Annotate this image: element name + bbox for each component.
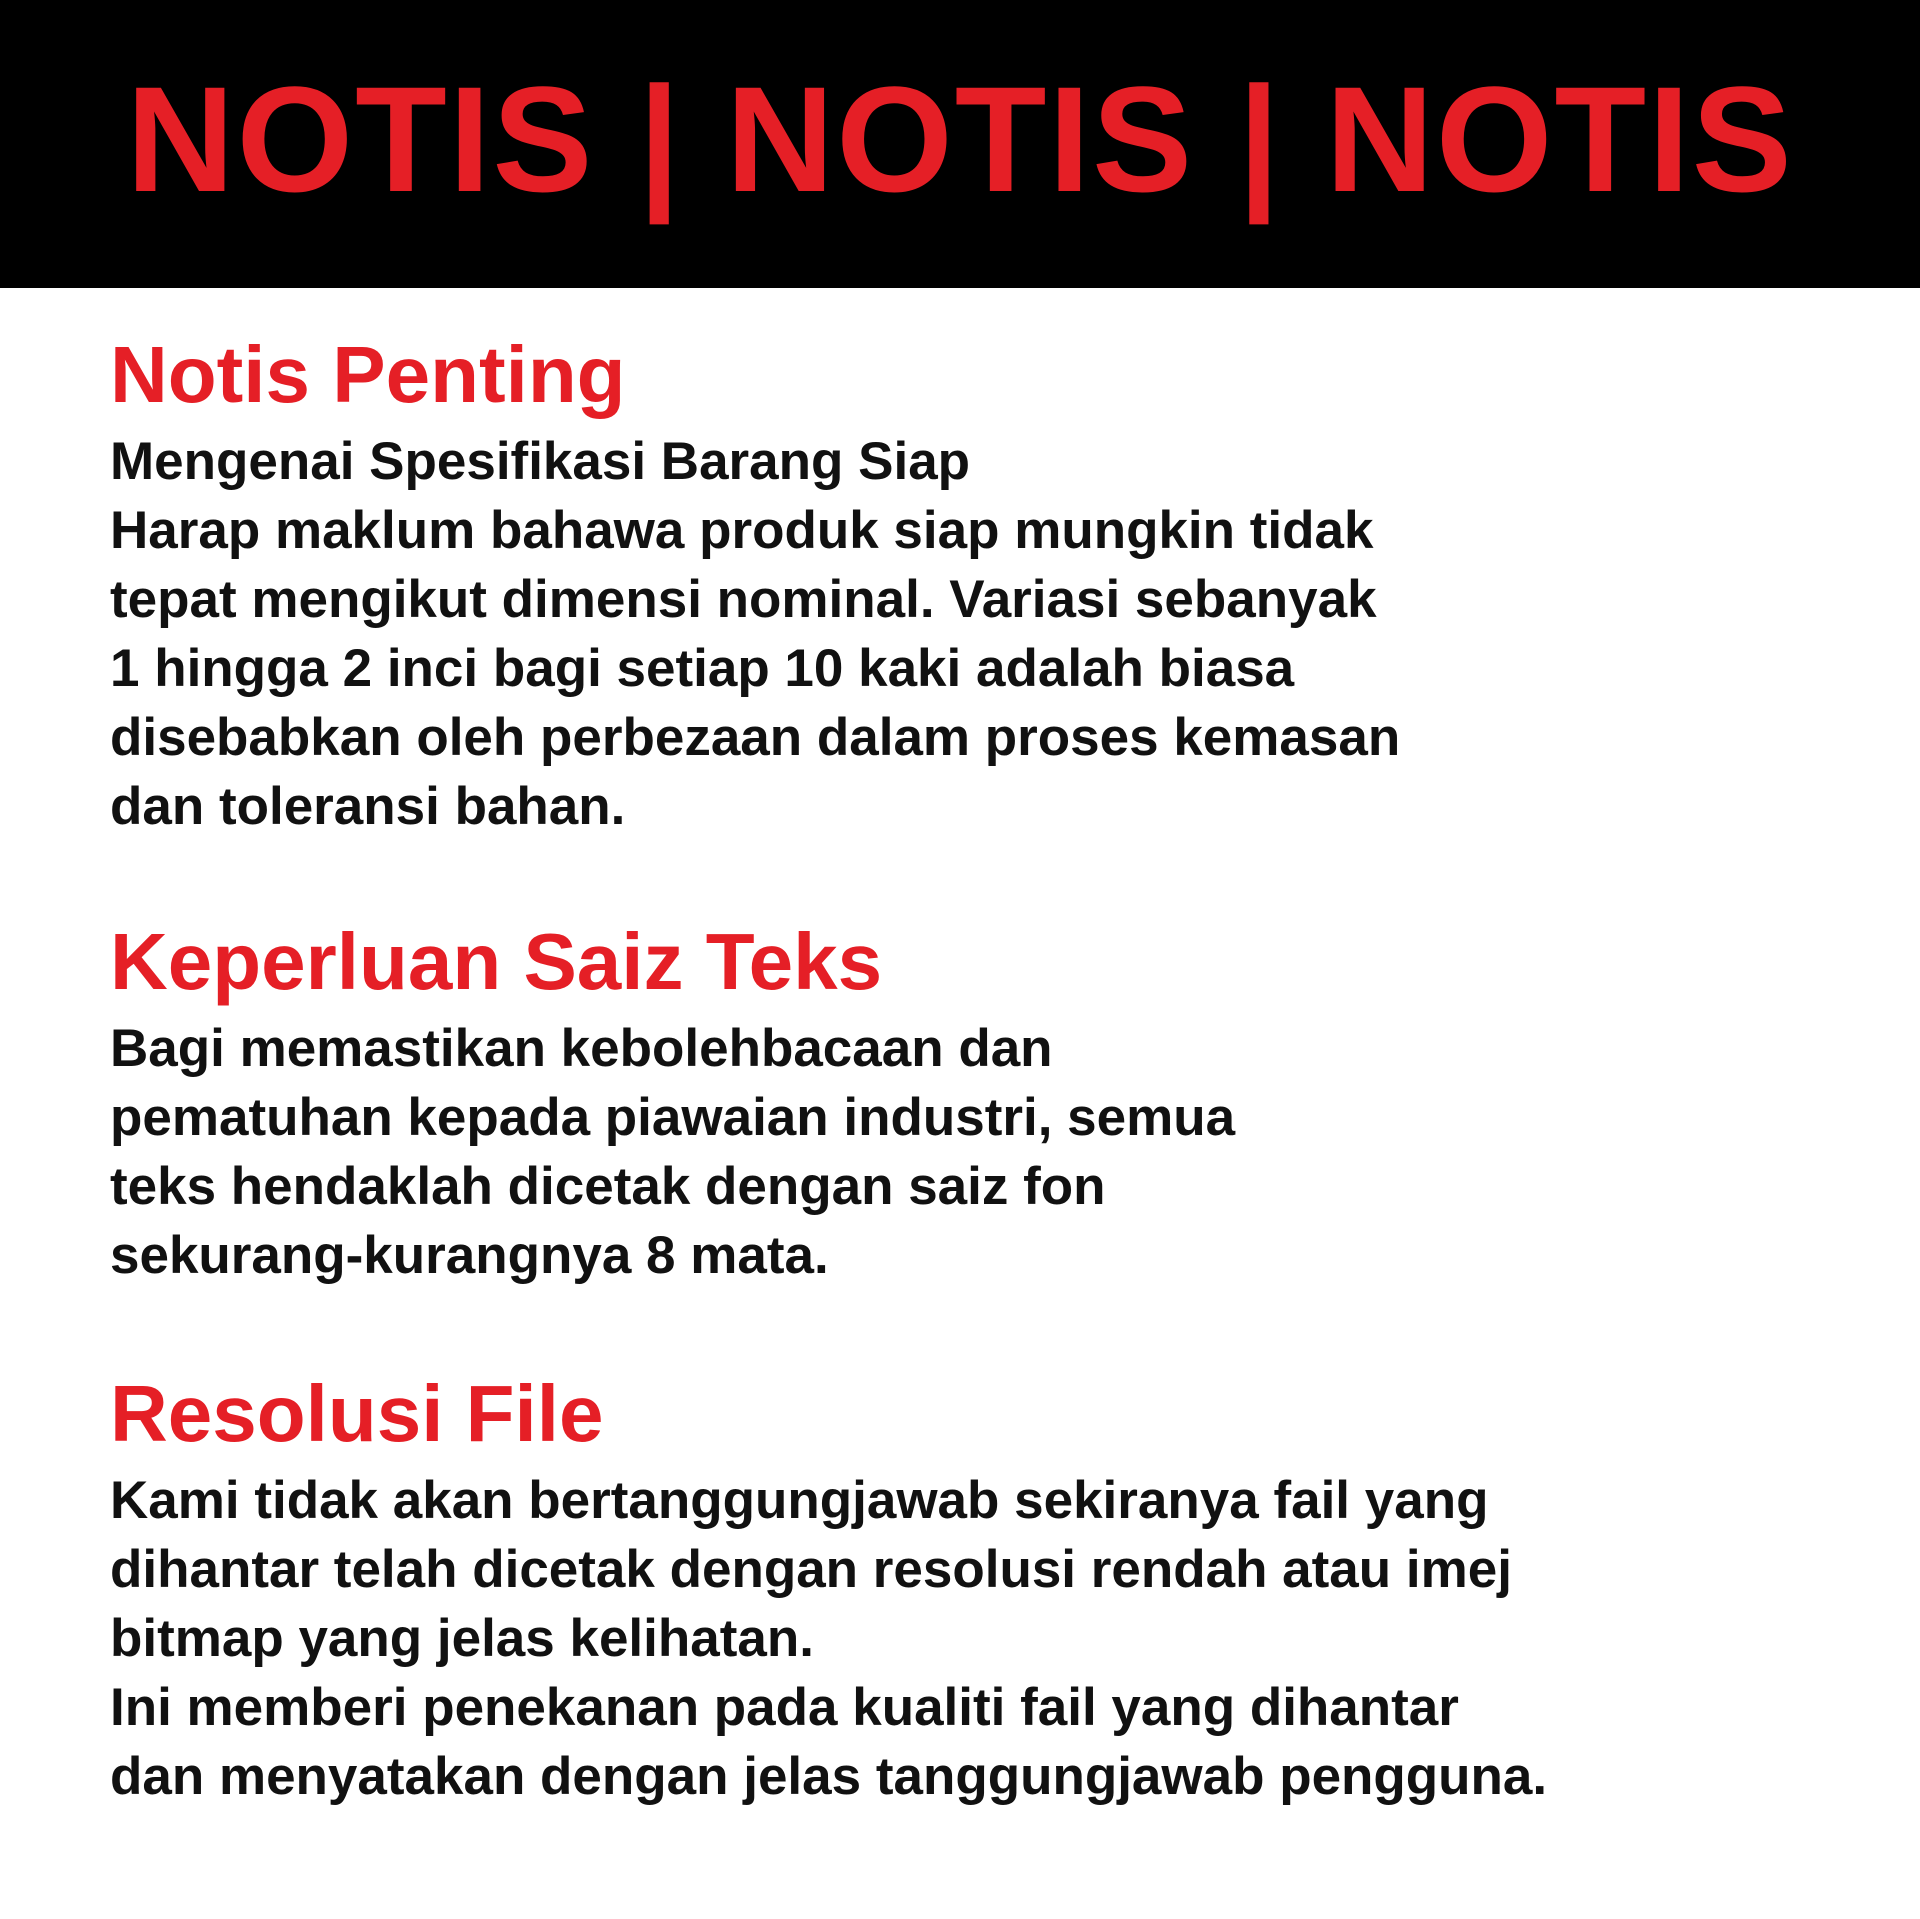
section-heading: Resolusi File xyxy=(110,1369,604,1458)
notice-banner xyxy=(0,0,1920,288)
body-line: pematuhan kepada piawaian industri, semua xyxy=(110,1088,1236,1147)
body-line: Ini memberi penekanan pada kualiti fail yang dihantar xyxy=(110,1678,1459,1737)
body-line: tepat mengikut dimensi nominal. Variasi sebanyak xyxy=(110,570,1377,629)
section-notis-penting xyxy=(110,330,1870,841)
body-line: Mengenai Spesifikasi Barang Siap xyxy=(110,432,971,491)
section-keperluan-saiz-teks xyxy=(110,917,1870,1290)
body-line: dihantar telah dicetak dengan resolusi rendah atau imej xyxy=(110,1540,1512,1599)
section-body xyxy=(110,427,1870,841)
body-line: dan menyatakan dengan jelas tanggungjawab pengguna. xyxy=(110,1747,1548,1806)
body-line: dan toleransi bahan. xyxy=(110,777,626,836)
body-line: sekurang-kurangnya 8 mata. xyxy=(110,1226,829,1285)
section-resolusi-file xyxy=(110,1369,1870,1811)
body-line: Harap maklum bahawa produk siap mungkin tidak xyxy=(110,501,1374,560)
body-line: bitmap yang jelas kelihatan. xyxy=(110,1609,814,1668)
section-heading: Keperluan Saiz Teks xyxy=(110,917,883,1006)
body-line: 1 hingga 2 inci bagi setiap 10 kaki adalah biasa xyxy=(110,639,1295,698)
section-body xyxy=(110,1466,1870,1811)
section-heading: Notis Penting xyxy=(110,330,626,419)
body-line: disebabkan oleh perbezaan dalam proses kemasan xyxy=(110,708,1401,767)
section-body xyxy=(110,1014,1870,1290)
body-line: Kami tidak akan bertanggungjawab sekiranya fail yang xyxy=(110,1471,1489,1530)
banner-title: NOTIS | NOTIS | NOTIS xyxy=(126,55,1794,223)
body-line: teks hendaklah dicetak dengan saiz fon xyxy=(110,1157,1106,1216)
body-line: Bagi memastikan kebolehbacaan dan xyxy=(110,1019,1053,1078)
